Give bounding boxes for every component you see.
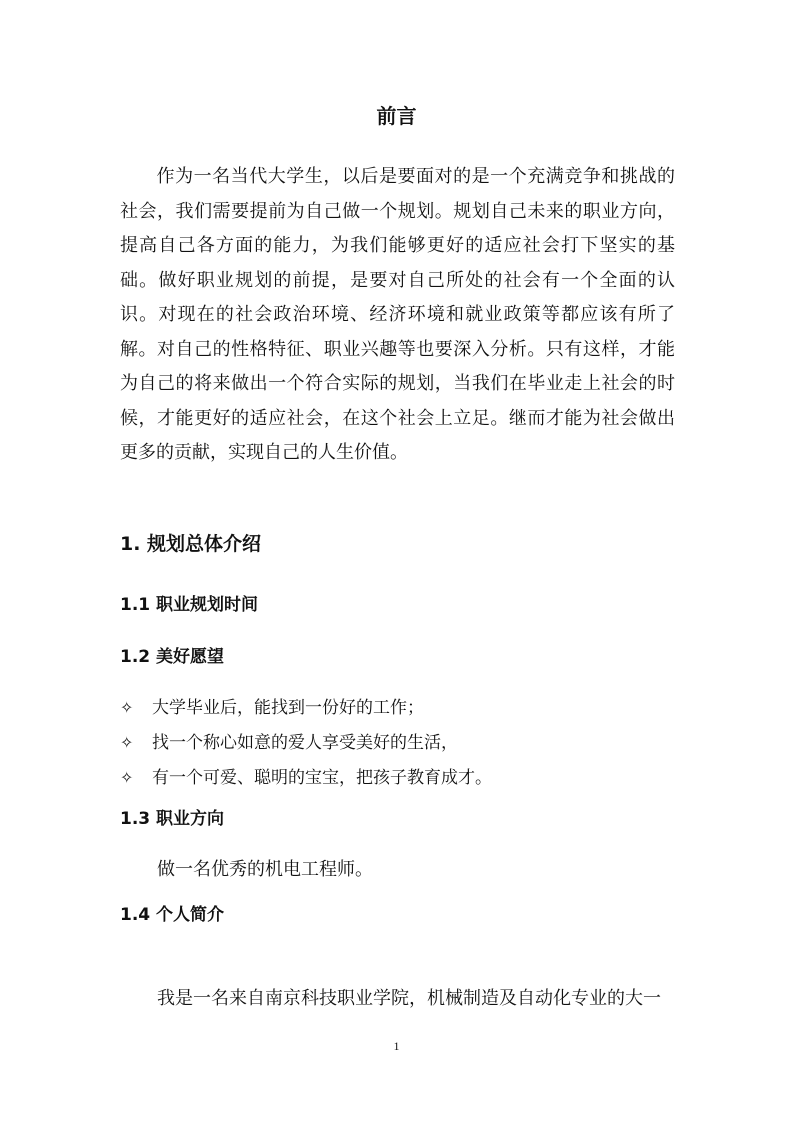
list-item-text: 大学毕业后，能找到一份好的工作； [152,698,424,718]
wishes-list [120,690,492,795]
page-number: 1 [393,1039,400,1053]
preface-paragraph [120,160,675,471]
diamond-bullet-icon: ✧ [120,698,134,717]
section-heading-1-4: 1.4 个人简介 [120,905,225,925]
page-title: 前言 [376,104,417,128]
list-item-text: 有一个可爱、聪明的宝宝，把孩子教育成才。 [152,768,492,788]
personal-intro-text: 我是一名来自南京科技职业学院，机械制造及自动化专业的大一 [157,988,661,1009]
section-heading-1-1: 1.1 职业规划时间 [120,595,259,615]
section-heading-1-2: 1.2 美好愿望 [120,647,225,667]
list-item-text: 找一个称心如意的爱人享受美好的生活， [152,733,458,753]
diamond-bullet-icon: ✧ [120,733,134,752]
list-item [120,760,492,795]
section-heading-1: 1. 规划总体介绍 [120,533,262,555]
list-item [120,725,492,760]
preface-text: 作为一名当代大学生，以后是要面对的是一个充满竞争和挑战的社会，我们需要提前为自己做一个规划。规划自己未来的职业方向，提高自己各方面的能力，为我们能够更好的适应社会打下坚实的基础。做好职业规划的前提，是要对自己所处的社会有一个全面的认识。对现在的社会政治环境、经济环境和就业政策等都应该有所了解。对自己的性格特征、职业兴趣等也要深入分析。只有这样，才能为自己的将来做出一个符合实际的规划，当我们在毕业走上社会的时候，才能更好的适应社会，在这个社会上立足。继而才能为社会做出更多的贡献，实现自己的人生价值。 [120,166,675,463]
section-heading-1-3: 1.3 职业方向 [120,809,225,829]
list-item [120,690,492,725]
diamond-bullet-icon: ✧ [120,768,134,787]
career-direction-text: 做一名优秀的机电工程师。 [157,859,373,880]
